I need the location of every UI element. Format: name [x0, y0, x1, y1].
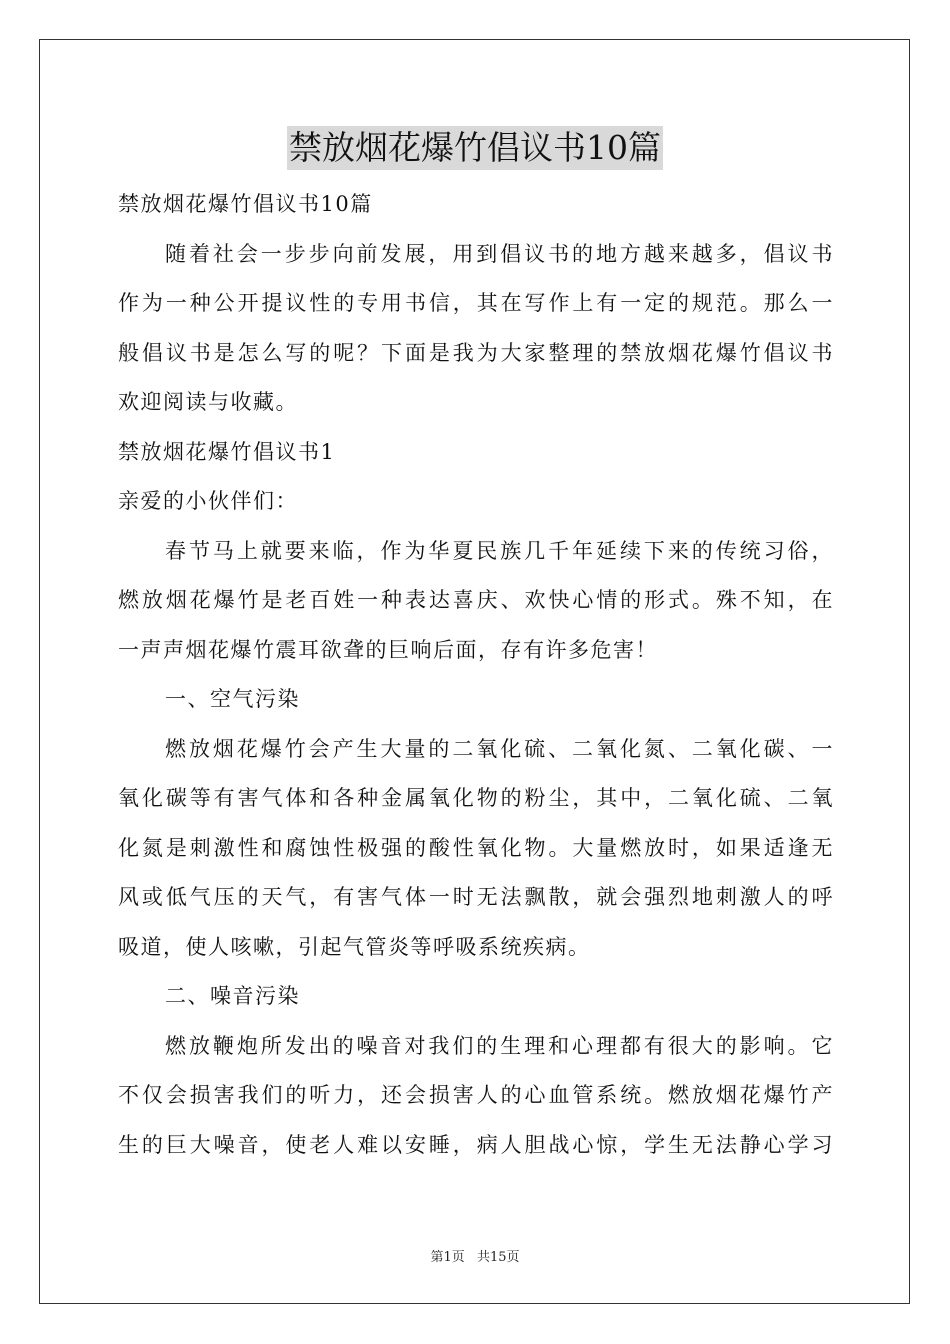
text-line: 随着社会一步步向前发展，用到倡议书的地方越来越多，倡议书	[165, 241, 834, 266]
page-total: 共15页	[476, 1250, 520, 1265]
text-line: 作为一种公开提议性的专用书信，其在写作上有一定的规范。那么一	[118, 291, 834, 315]
text-line: 欢迎阅读与收藏。	[118, 390, 298, 414]
page-title: 禁放烟花爆竹倡议书10篇	[287, 126, 663, 170]
title-block	[0, 126, 950, 170]
text-line: 燃放烟花爆竹会产生大量的二氧化硫、二氧化氮、二氧化碳、一	[165, 736, 834, 761]
text-line: 二、噪音污染	[165, 984, 300, 1008]
text-line: 一声声烟花爆竹震耳欲聋的巨响后面，存有许多危害！	[118, 637, 658, 662]
text-line: 春节马上就要来临，作为华夏民族几千年延续下来的传统习俗，	[165, 538, 834, 563]
text-line: 生的巨大噪音，使老人难以安睡，病人胆战心惊，学生无法静心学习	[118, 1132, 834, 1157]
text-line: 禁放烟花爆竹倡议书10篇	[118, 192, 373, 216]
text-line: 般倡议书是怎么写的呢？下面是我为大家整理的禁放烟花爆竹倡议书	[118, 340, 834, 365]
text-line: 不仅会损害我们的听力，还会损害人的心血管系统。燃放烟花爆竹产	[118, 1083, 834, 1107]
text-line: 风或低气压的天气，有害气体一时无法飘散，就会强烈地刺激人的呼	[118, 885, 834, 909]
text-line: 氧化碳等有害气体和各种金属氧化物的粉尘，其中，二氧化硫、二氧	[118, 786, 834, 810]
text-line: 吸道，使人咳嗽，引起气管炎等呼吸系统疾病。	[118, 934, 591, 959]
text-line: 禁放烟花爆竹倡议书1	[118, 439, 336, 464]
page-footer	[0, 1246, 950, 1265]
document-body	[118, 180, 834, 1170]
text-line: 燃放鞭炮所发出的噪音对我们的生理和心理都有很大的影响。它	[165, 1033, 834, 1058]
text-line: 燃放烟花爆竹是老百姓一种表达喜庆、欢快心情的形式。殊不知，在	[118, 588, 834, 612]
text-line: 亲爱的小伙伴们：	[118, 489, 298, 513]
text-line: 一、空气污染	[165, 687, 300, 711]
text-line: 化氮是刺激性和腐蚀性极强的酸性氧化物。大量燃放时，如果适逢无	[118, 835, 834, 860]
page-number: 第1页	[430, 1250, 465, 1265]
